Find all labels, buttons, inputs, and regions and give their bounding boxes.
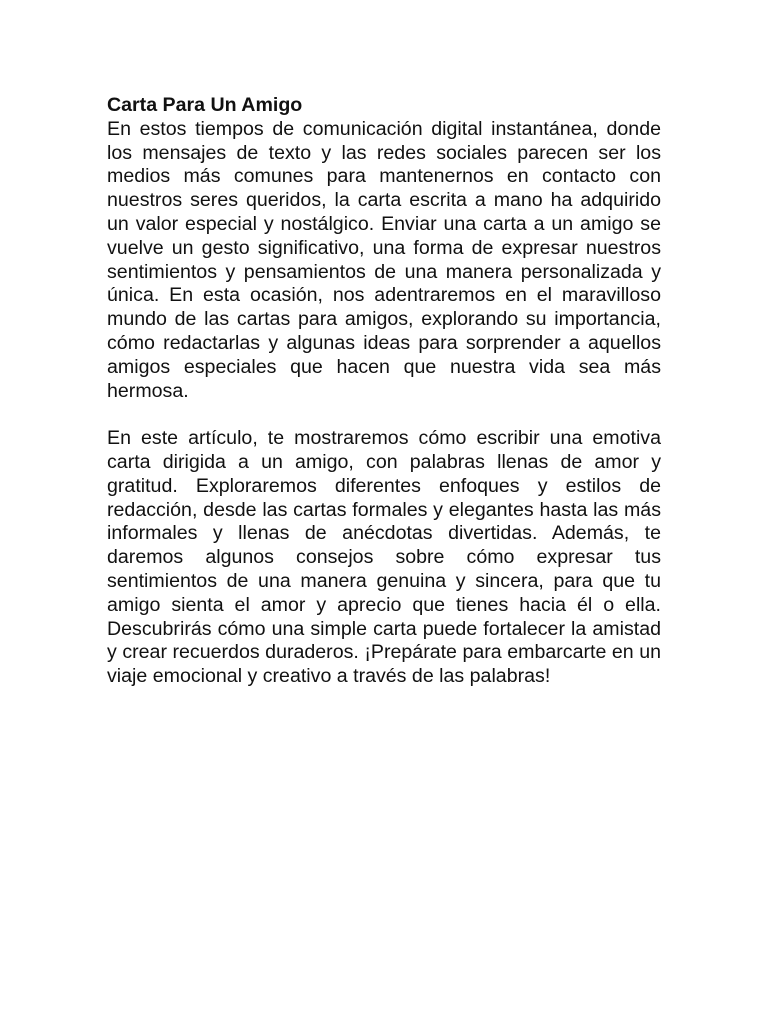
document-body [107,94,661,689]
paragraph-article-overview: En este artículo, te mostraremos cómo escribir una emotiva carta dirigida a un amigo, con palabras llenas de amor y gratitud. Exploraremos diferentes enfoques y estilos de redacción, desde las cartas formales y elegantes hasta las más informales y llenas de anécdotas divertidas. Además, te daremos algunos consejos sobre cómo expresar tus sentimientos de una manera genuina y sincera, para que tu amigo sienta el amor y aprecio que tienes hacia él o ella. Descubrirás cómo una simple carta puede fortalecer la amistad y crear recuerdos duraderos. ¡Prepárate para embarcarte en un viaje emocional y creativo a través de las palabras! [107,427,661,688]
document-title: Carta Para Un Amigo [107,94,303,116]
paragraph-intro: En estos tiempos de comunicación digital instantánea, donde los mensajes de texto y las redes sociales parecen ser los medios más comunes para mantenernos en contacto con nuestros seres queridos, la carta escrita a mano ha adquirido un valor especial y nostálgico. Enviar una carta a un amigo se vuelve un gesto significativo, una forma de expresar nuestros sentimientos y pensamientos de una manera personalizada y única. En esta ocasión, nos adentraremos en el maravilloso mundo de las cartas para amigos, explorando su importancia, cómo redactarlas y algunas ideas para sorprender a aquellos amigos especiales que hacen que nuestra vida sea más hermosa. [107,117,661,402]
